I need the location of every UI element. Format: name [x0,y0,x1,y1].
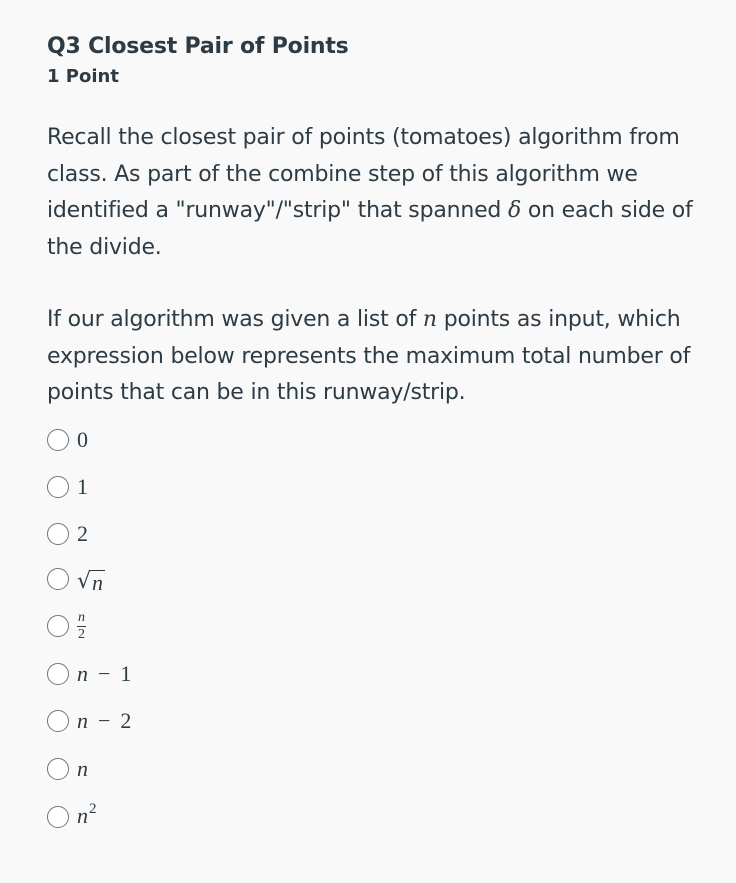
prompt-text-2b: points as input, which expression below represents the maximum total number of points that can be in this runway/strip. [47,307,691,405]
option-label: 0 [77,427,88,452]
question-header [47,30,697,90]
prompt-paragraph-1 [47,120,697,266]
prompt-text-2a: If our algorithm was given a list of [47,307,423,332]
radio-button[interactable] [47,476,69,498]
sqrt-icon: √ [77,569,92,594]
prompt-text-1a: Recall the closest pair of points (tomatoes) algorithm from class. As part of the combine step of this algorithm we identified a "runway"/"strip" that spanned [47,125,680,223]
option-label [77,755,88,783]
radio-button[interactable] [47,615,69,637]
radio-button[interactable] [47,758,69,780]
option-operator: − [98,708,111,733]
option-variable: n [77,661,88,686]
delta-symbol: δ [508,198,522,223]
question-points: 1 Point [47,66,119,87]
option-label: 1 [77,474,88,499]
sqrt-radicand: n [92,570,104,595]
question-title: Q3 Closest Pair of Points [47,34,349,59]
option-constant: 2 [120,708,132,733]
option-label [77,660,131,688]
option-variable: n [77,756,88,781]
answer-option-n-minus-2[interactable] [47,707,131,735]
radio-button[interactable] [47,429,69,451]
prompt-text-1b: on each side of the divide. [47,198,693,260]
fraction [77,611,86,642]
option-label [77,707,131,735]
fraction-denominator: 2 [78,626,85,642]
prompt-paragraph-2 [47,302,697,412]
answer-option-n-minus-1[interactable] [47,660,131,688]
answer-option-1[interactable] [47,473,88,501]
option-label [77,802,97,833]
option-variable: n [77,708,88,733]
answer-option-0[interactable] [47,426,88,454]
answer-option-n[interactable] [47,755,88,783]
fraction-numerator: n [78,609,85,625]
radio-button[interactable] [47,568,69,590]
option-label [77,610,86,641]
option-variable: n [77,802,88,828]
answer-option-n-squared[interactable] [47,800,97,831]
answer-option-n-over-2[interactable] [47,609,86,642]
n-symbol: n [422,307,437,332]
answer-option-sqrt-n[interactable] [47,565,105,593]
radio-button[interactable] [47,663,69,685]
sqrt-expression [77,568,105,595]
option-label: 2 [77,521,88,546]
option-operator: − [98,661,111,686]
option-constant: 1 [120,661,132,686]
radio-button[interactable] [47,806,69,828]
answer-option-2[interactable] [47,520,88,548]
radio-button[interactable] [47,523,69,545]
radio-button[interactable] [47,710,69,732]
option-label [77,565,105,593]
question-prompt [47,120,697,412]
option-exponent: 2 [89,800,97,817]
